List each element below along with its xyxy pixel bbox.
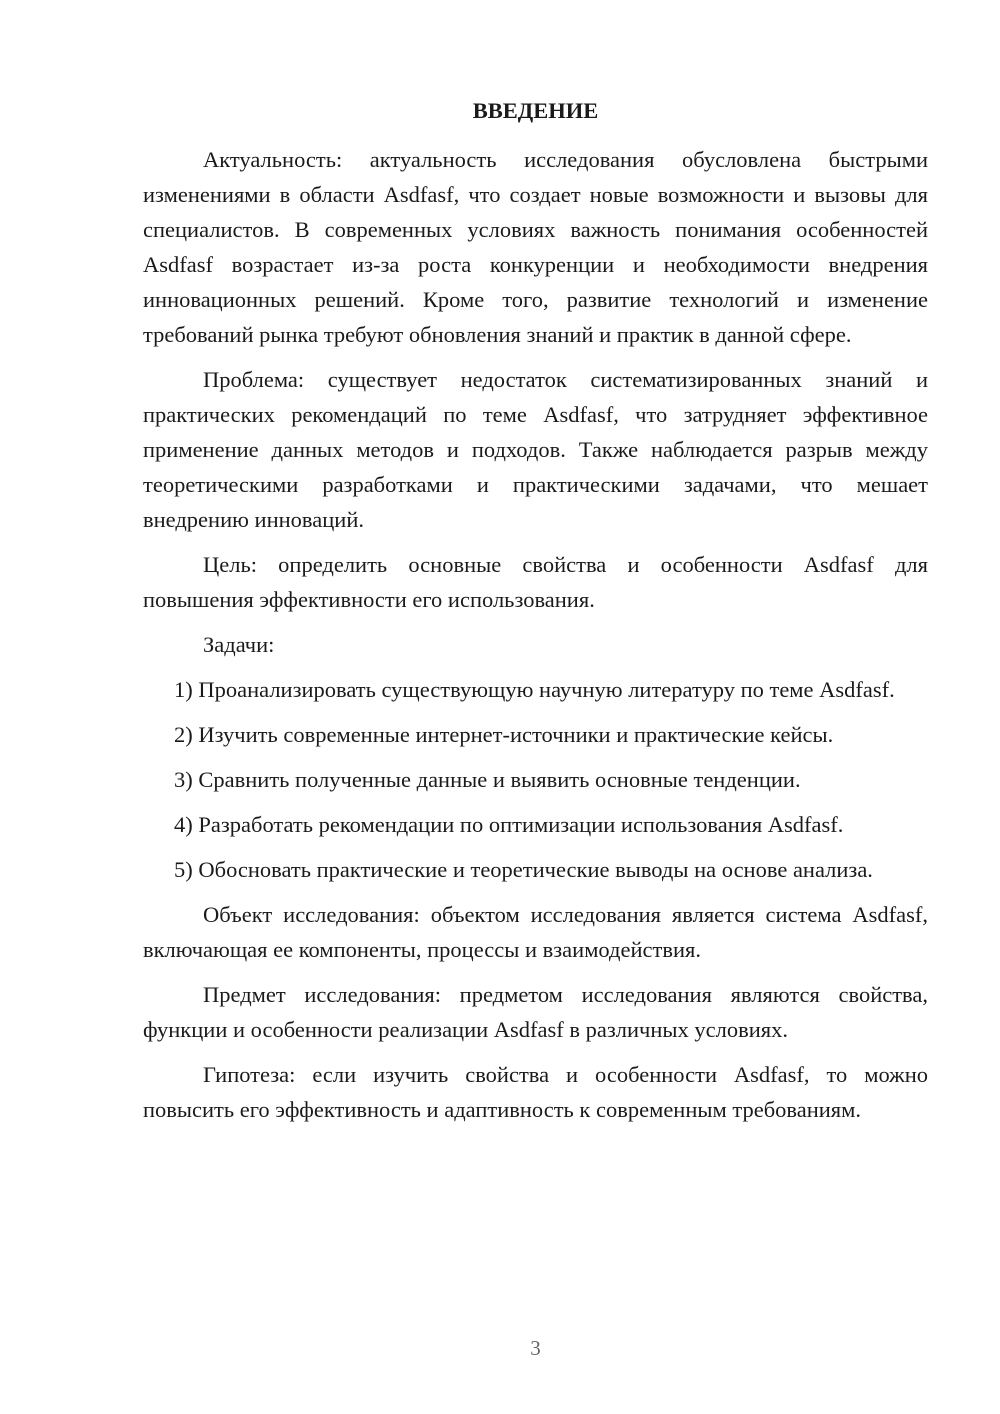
paragraph-goal: Цель: определить основные свойства и особенности Asdfasf для повышения эффективности его использования. [143, 552, 928, 612]
section-heading: ВВЕДЕНИЕ [472, 98, 599, 123]
tasks-label: Задачи: [203, 632, 275, 657]
document-body [143, 142, 928, 1137]
task-item-5: 5) Обосновать практические и теоретические выводы на основе анализа. [174, 857, 873, 882]
paragraph-problem: Проблема: существует недостаток систематизированных знаний и практических рекомендаций по теме Asdfasf, что затрудняет эффективное применение данных методов и подходов. Также наблюдается разрыв между теоретическими разработками и практическими задачами, что мешает внедрению инноваций. [143, 367, 928, 532]
page-number: 3 [530, 1336, 541, 1360]
paragraph-hypothesis: Гипотеза: если изучить свойства и особенности Asdfasf, то можно повысить его эффективность и адаптивность к современным требованиям. [143, 1062, 928, 1122]
task-item-1: 1) Проанализировать существующую научную литературу по теме Asdfasf. [174, 677, 895, 702]
task-item-3: 3) Сравнить полученные данные и выявить основные тенденции. [174, 767, 801, 792]
paragraph-relevance: Актуальность: актуальность исследования обусловлена быстрыми изменениями в области Asdfasf, что создает новые возможности и вызовы для специалистов. В современных условиях важность понимания особенностей Asdfasf возрастает из-за роста конкуренции и необходимости внедрения инновационных решений. Кроме того, развитие технологий и изменение требований рынка требуют обновления знаний и практик в данной сфере. [143, 147, 928, 347]
task-item-4: 4) Разработать рекомендации по оптимизации использования Asdfasf. [174, 812, 844, 837]
paragraph-subject: Предмет исследования: предметом исследования являются свойства, функции и особенности реализации Asdfasf в различных условиях. [143, 982, 928, 1042]
document-page [143, 0, 928, 1414]
paragraph-object: Объект исследования: объектом исследования является система Asdfasf, включающая ее компоненты, процессы и взаимодействия. [143, 902, 928, 962]
task-item-2: 2) Изучить современные интернет-источники и практические кейсы. [174, 722, 834, 747]
